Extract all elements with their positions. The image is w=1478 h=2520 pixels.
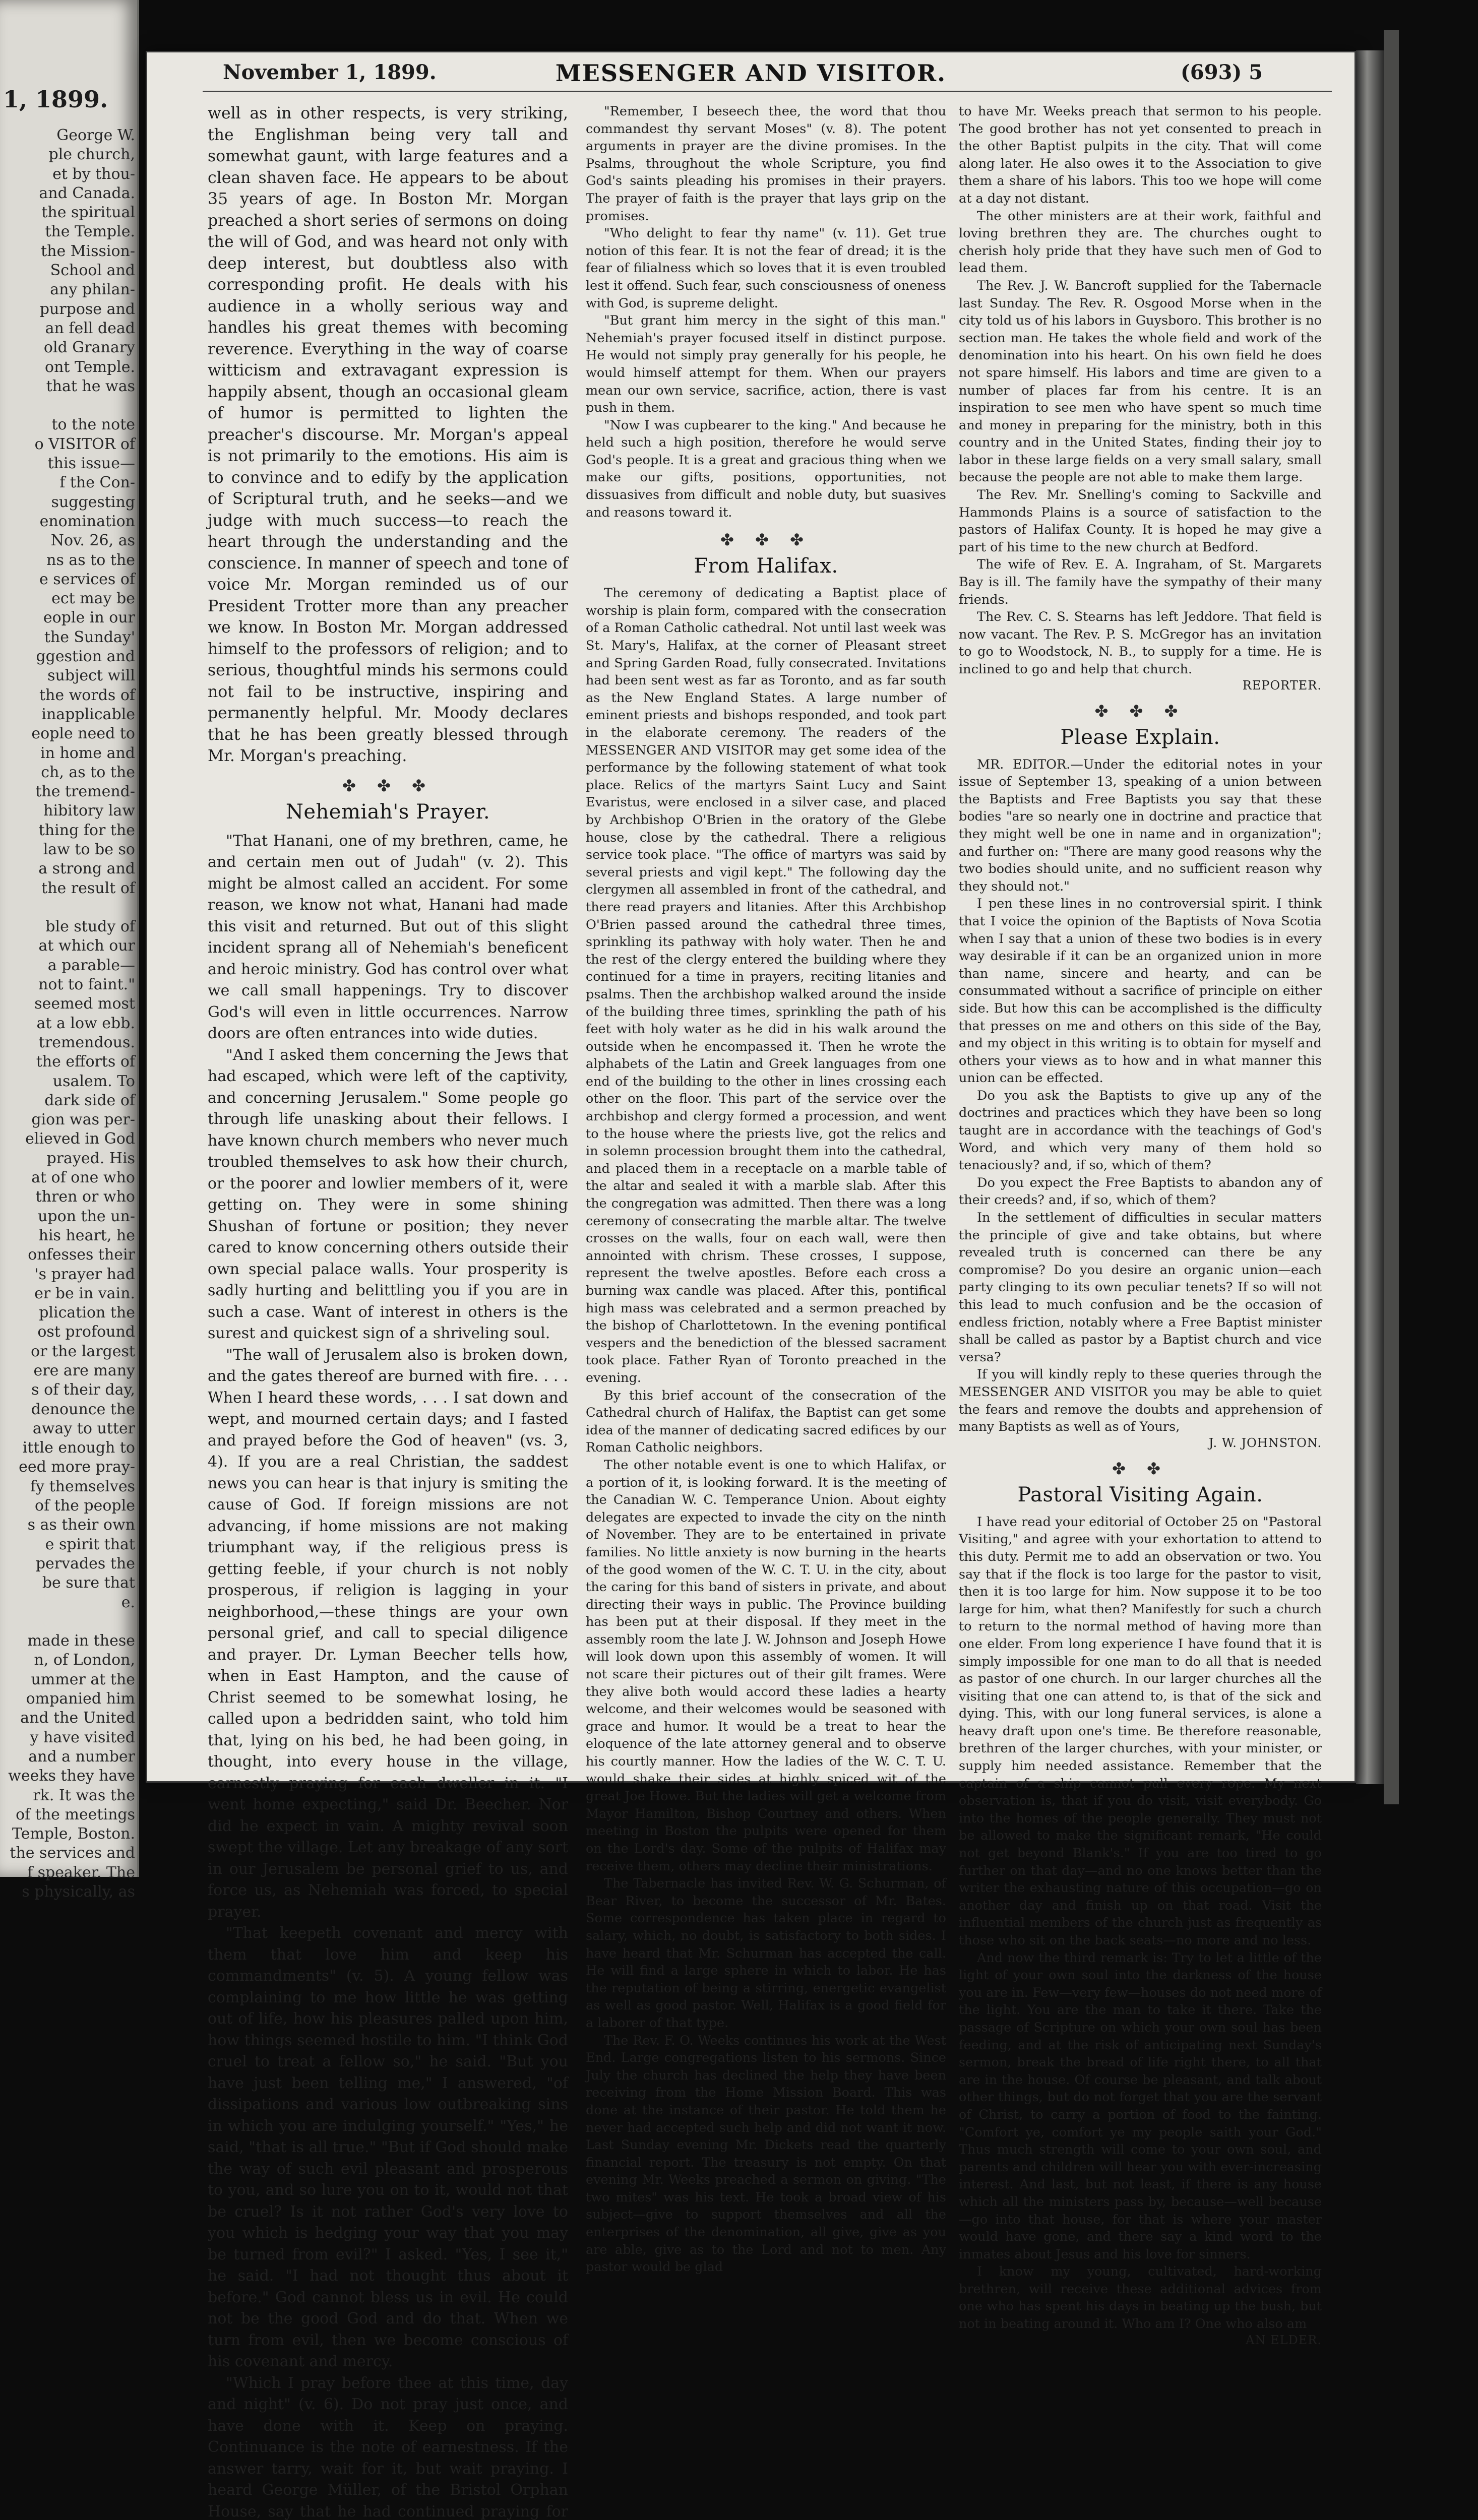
left-page-line: hibitory law	[3, 801, 135, 821]
paragraph: I know my young, cultivated, hard-working brethren, will receive these additional advices from one who has spent his days in beating up the bush, but not in beating around it. Who am I? One who also am	[959, 2263, 1322, 2333]
paragraph: "And I asked them concerning the Jews that had escaped, which were left of the captivity, and concerning Jerusalem." Some people go through life unasking about their fellows. I have known church members who never much troubled themselves to ask how their church, or the poorer and lowlier members of it, were getting on. They were in some shining Shushan of fortune or position; they never cared to know concerning others outside their own special palace walls. Your prosperity is sadly hurting and belittling you if you are in such a case. Want of interest in others is the surest and quickest sign of a shriveling soul.	[208, 1045, 568, 1345]
left-page-line	[3, 396, 135, 415]
paragraph: The Rev. Mr. Snelling's coming to Sackville and Hammonds Plains is a source of satisfaction to the pastors of Halifax County. It is hoped he may give a part of his time to the new church at Bedford.	[959, 486, 1322, 556]
paragraph: The wife of Rev. E. A. Ingraham, of St. Margarets Bay is ill. The family have the sympathy of their many friends.	[959, 556, 1322, 608]
left-page-line: ch, as to the	[3, 763, 135, 782]
left-page-line: n, of London,	[3, 1651, 135, 1670]
left-page-line: rk. It was the	[3, 1786, 135, 1805]
paragraph: The ceremony of dedicating a Baptist place of worship is plain form, compared with the consecration of a Roman Catholic cathedral. Not until last week was St. Mary's, Halifax, at the corner of Pleasant street and Spring Garden Road, fully consecrated. Invitations had been sent west as far as Toronto, and as far south as the New England States. A large number of eminent priests and bishops responded, and took part in the elaborate ceremony. The readers of the MESSENGER AND VISITOR may get some idea of the performance by the following statement of what took place. Relics of the martyrs Saint Lucy and Saint Evaristus, were enclosed in a silver case, and placed by Archbishop O'Brien in the oratory of the Glebe house, close by the cathedral. There a religious service took place. "The office of martyrs was said by several priests and vigil kept." The following day the clergymen all assembled in front of the cathedral, and there read prayers and litanies. After this Archbishop O'Brien passed around the cathedral three times, sprinkling its pathway with holy water. Then he and the rest of the clergy entered the building where they continued for a time in prayers, reciting litanies and psalms. Then the archbishop walked around the inside of the building three times, sprinkling the path of his feet with holy water as he did in his walk around the outside when he encompassed it. Then he wrote the alphabets of the Latin and Greek languages from one end of the building to the other in lines crossing each other on the floor. This part of the service over the archbishop and clergy formed a procession, and went to the house where the priests live, got the relics and in solemn procession brought them into the cathedral, and placed them in a receptacle on a marble table of the altar and sealed it with a marble slab. After this the congregation was admitted. Then there was a long ceremony of consecrating the marble altar. The twelve crosses on the walls, four on each wall, were then annointed with chrism. These crosses, I suppose, represent the twelve apostles. Before each cross a burning wax candle was placed. After this, pontifical high mass was celebrated and a sermon preached by the bishop of Charlottetown. In the evening pontifical vespers and the benediction of the blessed sacrament took place. Father Ryan of Toronto preached in the evening.	[586, 585, 946, 1387]
left-page-line: of the people	[3, 1496, 135, 1516]
left-page-line: the Mission-	[3, 242, 135, 261]
left-page-line: ittle enough to	[3, 1438, 135, 1458]
article-heading-halifax: From Halifax.	[586, 554, 946, 578]
signature-johnston: J. W. JOHNSTON.	[959, 1436, 1322, 1450]
paragraph: "That Hanani, one of my brethren, came, he and certain men out of Judah" (v. 2). This might be almost called an accident. For some reason, we know not what, Hanani had made this visit and returned. But out of this slight incident sprang all of Nehemiah's beneficent and heroic ministry. God has control over what we call small happenings. Try to discover God's will even in little occurrences. Narrow doors are often entrances into wide duties.	[208, 831, 568, 1045]
left-page-line: f the Con-	[3, 473, 135, 492]
left-page-line: inapplicable	[3, 705, 135, 724]
left-page-line: ere are many	[3, 1361, 135, 1380]
left-page-line: subject will	[3, 666, 135, 685]
left-page-line: old Granary	[3, 338, 135, 357]
paragraph: Do you expect the Free Baptists to abandon any of their creeds? and, if so, which of them?	[959, 1174, 1322, 1209]
left-page-line: to the note	[3, 415, 135, 434]
ornament: ✤ ✤	[959, 1459, 1322, 1478]
left-page-fragment	[0, 0, 139, 1877]
column-2	[586, 103, 946, 2276]
left-page-line: f speaker. The	[3, 1863, 135, 1882]
left-page-line: at of one who	[3, 1168, 135, 1187]
left-page-line: gion was per-	[3, 1110, 135, 1129]
column-3	[959, 103, 1322, 2347]
paragraph: By this brief account of the consecration of the Cathedral church of Halifax, the Baptist can get some idea of the manner of dedicating sacred edifices by our Roman Catholic neighbors.	[586, 1387, 946, 1457]
left-page-line: Temple, Boston.	[3, 1824, 135, 1844]
left-page-line: School and	[3, 261, 135, 280]
left-page-line: weeks they have	[3, 1767, 135, 1786]
left-page-line: ble study of	[3, 917, 135, 936]
intro-paragraph: well as in other respects, is very striking, the Englishman being very tall and somewhat gaunt, with large features and a clean shaven face. He appears to be about 35 years of age. In Boston Mr. Morgan preached a short series of sermons on doing the will of God, and was heard not only with deep interest, but doubtless also with corresponding profit. He deals with his audience in a wholly serious way and handles his great themes with becoming reverence. Everything in the way of coarse witticism and extravagant expression is happily absent, though an occasional gleam of humor is permitted to lighten the preacher's discourse. Mr. Morgan's appeal is not primarily to the emotions. His aim is to convince and to edify by the application of Scriptural truth, and he seeks—and we judge with much success—to reach the heart through the understanding and the conscience. In manner of speech and tone of voice Mr. Morgan reminded us of our President Trotter more than any preacher we know. In Boston Mr. Morgan addressed himself to the professors of religion; and to serious, thoughtful minds his sermons could not fail to be instructive, inspiring and permanently helpful. Mr. Moody declares that he has been greatly blessed through Mr. Morgan's preaching.	[208, 103, 568, 767]
paragraph: "Remember, I beseech thee, the word that thou commandest thy servant Moses" (v. 8). The potent arguments in prayer are the divine promises. In the Psalms, throughout the whole Scripture, you find God's saints pleading his promises in their prayers. The prayer of faith is the prayer that lays grip on the promises.	[586, 103, 946, 225]
paragraph: I have read your editorial of October 25 on "Pastoral Visiting," and agree with your exhortation to attend to this duty. Permit me to add an observation or two. You say that if the flock is too large for the pastor to visit, then it is too large for him. Now suppose it to be too large for him, what then? Manifestly for such a church to return to the normal method of having more than one elder. From long experience I have found that it is simply impossible for one man to do all that is needed as pastor of one church. In our larger churches all the visiting that one can attend to, is that of the sick and dying. This, with our long funeral services, is alone a heavy draft upon one's time. Be therefore reasonable, brethren of the larger churches, with your minister, or supply him needed assistance. Remember that the captain of a ship cannot pull every rope. My next observation is, that if you do visit, visit everybody. Go into the homes of the people generally. They must not be allowed to make the significant remark, "He could not get beyond Blank's." If you are too tired to go further on that day—and no one knows better than the writer the exhausting nature of this occupation—go on another day and finish up on that road. Visit the influential members of the church just as frequently as those who sit on the back seats—no more and no less.	[959, 1514, 1322, 1949]
ornament: ✤ ✤ ✤	[959, 702, 1322, 721]
left-page-line: e.	[3, 1593, 135, 1612]
left-page-line: y have visited	[3, 1728, 135, 1747]
ornament: ✤ ✤ ✤	[208, 776, 568, 795]
left-page-line: elieved in God	[3, 1129, 135, 1149]
left-page-line: ummer at the	[3, 1670, 135, 1689]
paragraph: "Which I pray before thee at this time, day and night" (v. 6). Do not pray just once, and have done with it. Keep on praying. Continuance is the note of earnestness. If the answer tarry, wait for it, but wait praying. I heard George Müller, of the Bristol Orphan House, say that he had continued praying for	[208, 2373, 568, 2520]
paragraph: The Rev. J. W. Bancroft supplied for the Tabernacle last Sunday. The Rev. R. Osgood Morse when in the city told us of his labors in Guysboro. This brother is no section man. He takes the whole field and work of the denomination into his heart. On his own field he does not spare himself. His labors and time are given to a number of places far from his centre. It is an inspiration to see men who have spent so much time and money in preparing for the ministry, both in this country and in the United States, finding their joy to labor in these large fields on a very small salary, small because the people are not able to make them large.	[959, 277, 1322, 486]
signature-elder: AN ELDER.	[959, 2333, 1322, 2347]
left-page-line: ple church,	[3, 145, 135, 164]
left-page-line: s as their own	[3, 1516, 135, 1535]
left-page-line: and Canada.	[3, 184, 135, 203]
newspaper-page	[147, 52, 1354, 1781]
left-page-line: an fell dead	[3, 319, 135, 338]
left-page-line: prayed. His	[3, 1149, 135, 1168]
left-page-line: made in these	[3, 1631, 135, 1651]
paragraph: The Rev. C. S. Stearns has left Jeddore. That field is now vacant. The Rev. P. S. McGregor has an invitation to go to Woodstock, N. B., to supply for a time. He is inclined to go and help that church.	[959, 608, 1322, 678]
left-page-line: seemed most	[3, 994, 135, 1014]
column-1	[208, 103, 568, 2520]
left-page-line: enomination	[3, 512, 135, 531]
header-paper-title: MESSENGER AND VISITOR.	[147, 59, 1354, 87]
left-page-line: tremendous.	[3, 1033, 135, 1052]
left-page-line: onfesses their	[3, 1245, 135, 1265]
page-header	[147, 52, 1354, 93]
left-page-line: ect may be	[3, 589, 135, 608]
left-page-line: George W.	[3, 126, 135, 145]
left-page-line: the words of	[3, 686, 135, 705]
paragraph: Do you ask the Baptists to give up any of the doctrines and practices which they have been so long taught are in accordance with the teachings of God's Word, and which very many of them hold so tenaciously? and, if so, which of them?	[959, 1087, 1322, 1174]
left-page-line: o VISITOR of	[3, 435, 135, 454]
left-page-line: and the United	[3, 1709, 135, 1728]
left-page-line: in home and	[3, 744, 135, 763]
left-page-line: a strong and	[3, 859, 135, 878]
left-page-line: the Temple.	[3, 222, 135, 241]
left-page-line	[3, 898, 135, 917]
left-page-line: usalem. To	[3, 1072, 135, 1091]
header-rule	[203, 91, 1332, 92]
left-page-line: eople in our	[3, 608, 135, 627]
paragraph: MR. EDITOR.—Under the editorial notes in your issue of September 13, speaking of a union between the Baptists and Free Baptists you say that these bodies "are so nearly one in doctrine and practice that they might well be one in name and in organization"; and further on: "There are many good reasons why the two bodies should unite, and no sufficient reason why they should not."	[959, 756, 1322, 896]
left-page-line	[3, 1612, 135, 1631]
left-page-line: his heart, he	[3, 1226, 135, 1245]
left-page-line: the tremend-	[3, 782, 135, 801]
paragraph: The other notable event is one to which Halifax, or a portion of it, is looking forward. It is the meeting of the Canadian W. C. Temperance Union. About eighty delegates are expected to invade the city on the ninth of November. They are to be entertained in private families. No little anxiety is now burning in the hearts of the good women of the W. C. T. U. in the city, about the caring for this band of sisters in private, and about directing their ways in public. The Province building has been put at their disposal. If they meet in the assembly room the late J. W. Johnson and Joseph Howe will look down upon this assembly of women. It will not scare their pictures out of their gilt frames. Were they alive both would accord these ladies a hearty welcome, and their welcomes would be seasoned with grace and humor. It would be a treat to hear the eloquence of the late attorney general and to observe his courtly manner. How the ladies of the W. C. T. U. would shake their sides at highly spiced wit of the great Joe Howe. But the ladies will get a welcome from Mayor Hamilton, Bishop Courtney and others. When meeting in Boston the pulpits were opened for them on the Lord's day. Some of the pulpits of Halifax may receive them, others may decline their ministrations.	[586, 1457, 946, 1875]
paragraph: And now the third remark is: Try to let a little of the light of your own soul into the darkness of the house you are in. Few—very few—houses do not need more of the light. You are the man to take it there. Take the passage of Scripture on which your own soul has been feeding, and at the risk of anticipating next Sunday's sermon, break the bread of life right there, to all that are in the house. Of course be pleasant, and talk about other things, but do not forget that you are the servant of Christ, to carry a portion of food to the fainting. "Comfort ye, comfort ye my people saith your God." Thus much strength will come to your own soul, and parents and children will hear you with ever-increasing interest. And last, but not least, if there is any house which all the ministers pass by, because—well because—go into that house, for that is where your master would have gone, and there say a kind word to the inmates about Jesus and his love for sinners.	[959, 1949, 1322, 2263]
left-page-line: thren or who	[3, 1187, 135, 1207]
left-page-line: purpose and	[3, 300, 135, 319]
article-heading-please-explain: Please Explain.	[959, 726, 1322, 749]
left-page-line: law to be so	[3, 840, 135, 859]
paragraph: I pen these lines in no controversial spirit. I think that I voice the opinion of the Baptists of Nova Scotia when I say that a union of these two bodies is in every way desirable if it can be an organized union in more than name, sincere and hearty, and can be consummated without a sacrifice of principle on either side. But how this can be accomplished is the difficulty that presses on me and others on this side of the Bay, and my object in this writing is to obtain for myself and others your views as to how and in what manner this union can be effected.	[959, 895, 1322, 1087]
left-page-line: thing for the	[3, 821, 135, 840]
paragraph: "Who delight to fear thy name" (v. 11). Get true notion of this fear. It is not the fear of dread; it is the fear of filialness which so loves that it is even troubled lest it offend. Such fear, such consciousness of oneness with God, is supreme delight.	[586, 225, 946, 312]
paragraph: The Tabernacle has invited Rev. W. G. Schurman, of Bear River, to become the successor of Mr. Bates. Some correspondence has taken place in regard to salary, which, no doubt, is satisfactory to both sides. I have heard that Mr. Schurman has accepted the call. He will find a large sphere in which to labor. He has the reputation of being a stirring, energetic evangelist as well as good pastor. Well, Halifax is a good field for a laborer of that type.	[586, 1875, 946, 2032]
signature-reporter: REPORTER.	[959, 678, 1322, 692]
left-page-line: dark side of	[3, 1091, 135, 1110]
left-page-line: the efforts of	[3, 1052, 135, 1072]
left-page-line: of the meetings	[3, 1805, 135, 1824]
left-page-line: away to utter	[3, 1419, 135, 1438]
left-page-text	[3, 126, 135, 1902]
ornament: ✤ ✤ ✤	[586, 530, 946, 549]
left-page-line: the spiritual	[3, 203, 135, 222]
header-date: November 1, 1899.	[223, 60, 437, 84]
left-page-line: any philan-	[3, 280, 135, 299]
left-page-line: denounce the	[3, 1400, 135, 1419]
left-page-line: not to faint."	[3, 975, 135, 994]
left-page-line: ompanied him	[3, 1689, 135, 1709]
left-page-line: and a number	[3, 1747, 135, 1767]
left-page-line: upon the un-	[3, 1207, 135, 1226]
left-page-line: pervades the	[3, 1554, 135, 1573]
left-page-line: et by thou-	[3, 165, 135, 184]
left-page-line: be sure that	[3, 1573, 135, 1593]
left-page-line: ns as to the	[3, 551, 135, 570]
paragraph: The Rev. F. O. Weeks continues his work at the West End. Large congregations listen to his sermons. Since July the church has declined the help they have been receiving from the Home Mission Board. This was done at the instance of their pastor. He told them he never had accepted such help and did not want it now. Last Sunday evening Mr. Dickets read the quarterly financial report. The treasury is not empty. On that evening Mr. Weeks preached a sermon on giving. "The two mites" was his text. He took a broad view of his subject—give to support themselves and all the enterprises of the denomination, all give, give as you are able, give as to the Lord and not to men. Any pastor would be glad	[586, 2032, 946, 2276]
book-gutter	[1356, 50, 1384, 1784]
left-page-line: eed more pray-	[3, 1458, 135, 1477]
left-page-line: plication the	[3, 1303, 135, 1322]
left-page-line: the Sunday'	[3, 628, 135, 647]
left-page-line: the result of	[3, 879, 135, 898]
left-page-line: e services of	[3, 570, 135, 589]
left-page-line: ont Temple.	[3, 358, 135, 377]
left-page-line: this issue—	[3, 454, 135, 473]
article-heading-nehemiah: Nehemiah's Prayer.	[208, 800, 568, 824]
left-page-line: a parable—	[3, 956, 135, 975]
paragraph: "That keepeth covenant and mercy with them that love him and keep his commandments" (v. 5). A young fellow was complaining to me how little he was getting out of life, how his pleasures palled upon him, how things seemed hostile to him. "I think God cruel to treat a fellow so," he said. "But you have just been telling me," I answered, "of dissipations and various low outbreaking sins in which you are indulging yourself." "Yes," he said, "that is all true." "But if God should make the way of such evil pleasant and prosperous to you, and so lure you on to it, would not that be cruel? Is it not rather God's very love to you which is hedging your way that you may be turned from evil?" I asked. "Yes, I see it," he said. "I had not thought thus about it before." God cannot bless us in evil. He could not be the good God and do that. When we turn from evil, then we become conscious of his covenant and mercy.	[208, 1923, 568, 2373]
left-page-line: suggesting	[3, 493, 135, 512]
paragraph: If you will kindly reply to these queries through the MESSENGER AND VISITOR you may be able to quiet the fears and remove the doubts and apprehension of many Baptists as well as of Yours,	[959, 1366, 1322, 1435]
paragraph: The other ministers are at their work, faithful and loving brethren they are. The churches ought to cherish holy pride that they have such men of God to lead them.	[959, 208, 1322, 277]
left-page-line: ost profound	[3, 1322, 135, 1342]
left-page-line: 's prayer had	[3, 1265, 135, 1284]
left-page-line: Nov. 26, as	[3, 531, 135, 550]
left-page-line: s of their day,	[3, 1380, 135, 1400]
left-page-line: ggestion and	[3, 647, 135, 666]
paragraph: "But grant him mercy in the sight of this man." Nehemiah's prayer focused itself in distinct purpose. He would not simply pray generally for his people, he would himself attempt for them. When our prayers mean our own service, sacrifice, action, there is vast push in them.	[586, 312, 946, 417]
paragraph: In the settlement of difficulties in secular matters the principle of give and take obtains, but where revealed truth is concerned can there be any compromise? Do you desire an organic union—each party clinging to its own peculiar tenets? If so will not this lead to much confusion and be the occasion of endless friction, notably where a Free Baptist minister shall be called as pastor by a Baptist church and vice versa?	[959, 1209, 1322, 1366]
left-page-line: e spirit that	[3, 1535, 135, 1554]
header-page-number: (693) 5	[1181, 60, 1263, 84]
left-page-line: s physically, as	[3, 1882, 135, 1902]
left-page-year: 1, 1899.	[3, 86, 108, 113]
paragraph: to have Mr. Weeks preach that sermon to his people. The good brother has not yet consented to preach in the other Baptist pulpits in the city. That will come along later. He also owes it to the Association to give them a share of his labors. This too we hope will come at a day not distant.	[959, 103, 1322, 208]
left-page-line: or the largest	[3, 1342, 135, 1361]
left-page-line: at which our	[3, 936, 135, 956]
left-page-line: the services and	[3, 1844, 135, 1863]
left-page-line: er be in vain.	[3, 1284, 135, 1303]
left-page-line: fy themselves	[3, 1477, 135, 1496]
left-page-line: at a low ebb.	[3, 1014, 135, 1033]
paragraph: "The wall of Jerusalem also is broken down, and the gates thereof are burned with fire. . . . When I heard these words, . . . I sat down and wept, and mourned certain days; and I fasted and prayed before the God of heaven" (vs. 3, 4). If you are a real Christian, the saddest news you can hear is that injury is smiting the cause of God. If foreign missions are not advancing, if home missions are not making triumphant way, if the religious press is getting feeble, if your church is not nobly prosperous, if religion is lagging in your neighborhood,—these things are your own personal grief, and call to special diligence and prayer. Dr. Lyman Beecher tells how, when in East Hampton, and the cause of Christ seemed to be somewhat losing, he called upon a bedridden saint, who told him that, lying on his bed, he had been going, in thought, into every house in the village, earnestly praying for each dweller in it. "I went home expecting," said Dr. Beecher. Nor did he expect in vain. A mighty revival soon swept the village. Let any breakage of any sort in our Jerusalem be personal grief to us, and force us, as Nehemiah was forced, to special prayer.	[208, 1345, 568, 1923]
left-page-line: that he was	[3, 377, 135, 396]
article-heading-pastoral-visiting: Pastoral Visiting Again.	[959, 1483, 1322, 1506]
book-edge	[1384, 30, 1399, 1804]
paragraph: "Now I was cupbearer to the king." And because he held such a high position, therefore he would serve God's people. It is a great and gracious thing when we make our gifts, positions, opportunities, not dissuasives from difficult and noble duty, but suasives and reasons toward it.	[586, 417, 946, 522]
left-page-line: eople need to	[3, 724, 135, 743]
